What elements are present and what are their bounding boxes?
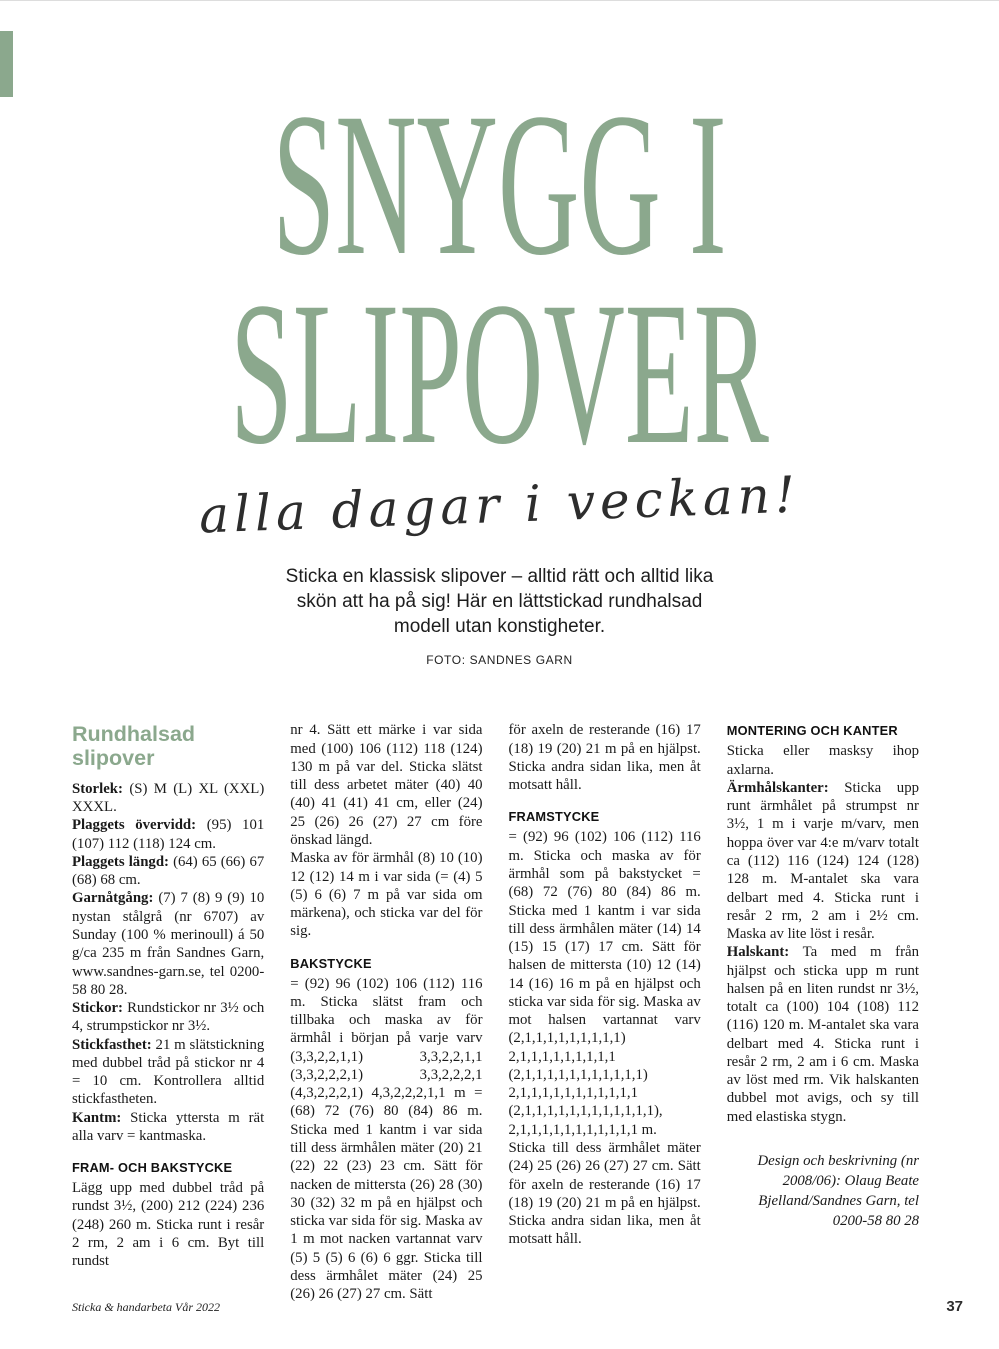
page-corner-accent xyxy=(0,31,13,97)
spec-stickfasthet xyxy=(72,1036,264,1109)
pattern-column-2 xyxy=(290,721,482,1303)
spec-label: Plaggets längd: xyxy=(72,853,169,870)
page-number: 37 xyxy=(946,1298,963,1315)
title-line-1: SNYGG I xyxy=(272,71,727,298)
subhead-framstycke: FRAMSTYCKE xyxy=(508,809,600,825)
spec-stickor xyxy=(72,999,264,1036)
pattern-column-4 xyxy=(727,721,919,1303)
design-credit: Design och beskrivning (nr 2008/06): Olaug Beate Bjelland/Sandnes Garn, tel 0200-58 80 28 xyxy=(757,1153,919,1229)
finishing-armhalskanter xyxy=(727,779,919,943)
spec-storlek xyxy=(72,780,264,817)
finishing-halskant xyxy=(727,943,919,1126)
subhead-montering-och-kanter: MONTERING OCH KANTER xyxy=(726,723,898,739)
article-title xyxy=(0,71,999,487)
front-back-paragraph: Lägg upp med dubbel tråd på rundst 3½, (200) 212 (224) 236 (248) 260 m. Sticka runt i resår 2 rm, 2 am i 6 cm. Byt till rundst xyxy=(72,1180,265,1270)
pattern-columns xyxy=(72,721,919,1303)
pattern-column-1 xyxy=(72,721,264,1303)
finishing-paragraph: Sticka eller masksy ihop axlarna. xyxy=(726,743,919,778)
spec-label: Plaggets övervidd: xyxy=(72,817,197,834)
spec-garnatgang xyxy=(72,889,264,999)
spec-overvidd xyxy=(72,816,264,853)
subhead-bakstycke: BAKSTYCKE xyxy=(290,955,372,971)
finishing-text: Sticka upp runt ärmhålet på strumpst nr 3½, 1 m i varje m/varv, men hoppa över var 4:e m/varv totalt ca (112) 116 (124) 124 (128) 128 m. M-antalet ska vara delbart med 4. Sticka runt i resår 2 rm, 2 am i 2½ cm. Maska av lite löst i resår. xyxy=(726,779,919,943)
spec-label: Kantm: xyxy=(72,1109,122,1126)
pattern-column-3 xyxy=(509,721,701,1303)
intro-paragraph: Sticka en klassisk slipover – alltid rätt och alltid lika skön att ha på sig! Här en lättstickad rundhalsad modell utan konstigheter. xyxy=(285,566,714,638)
front-paragraph: Sticka till dess ärmhålet mäter (24) 25 (26) 26 (27) 27 cm. Sätt för axeln de resterande (16) 17 (18) 19 (20) 21 m på en hjälpst. Sticka andra sidan lika, men åt motsatt håll. xyxy=(508,1140,701,1248)
back-paragraph: = (92) 96 (102) 106 (112) 116 m. Sticka slätst fram och tillbaka och maska av för ärmhål i början på varje varv (3,3,2,2,1,1) 3,3,2,2,1,1 (3,3,2,2,2,1) 3,3,2,2,2,1 (4,3,2,2,2,1) 4,3,2,2,2,1,1 m = (68) 72 (76) 80 (84) 86 m. Sticka med 1 kantm i var sida till dess ärmhålen mäter (20) 21 (22) 22 (23) 23 cm. Sätt för nacken de mittersta (26) 28 (30) 30 (32) 32 m på en hjälpst och sticka var sida för sig. Maska av 1 m mot nacken vartannat varv (5) 5 (5) 6 (6) 6 ggr. Sticka till dess ärmhålet mäter (24) 25 (26) 26 (27) 27 cm. Sätt xyxy=(290,975,483,1303)
finishing-label: Ärmhålskanter: xyxy=(726,779,829,796)
back-paragraph: för axeln de resterande (16) 17 (18) 19 (20) 21 m på en hjälpst. Sticka andra sidan lika, men åt motsatt håll. xyxy=(508,722,701,794)
spec-value: (7) 7 (8) 9 (9) 10 nystan stålgrå (nr 6707) av Sunday (100 % merinoull) á 50 g/ca 235 m från Sandnes Garn, www.sandnes-garn.se, tel 0200-58 80 28. xyxy=(72,890,265,998)
photo-credit: FOTO: SANDNES GARN xyxy=(426,653,573,668)
finishing-text: Ta med m från hjälpst och sticka upp m runt halsen på en liten rundst nr 3½, totalt ca (100) 104 (108) 112 (116) 120 m. M-antalet ska vara delbart med 4. Sticka runt i resår 2 rm, 2 am i 6 cm. Maska av löst med rm. Vik halskanten dubbel mot avigs, och sy till med elastiska stygn. xyxy=(726,944,919,1125)
title-line-2: SLIPOVER xyxy=(230,259,769,487)
front-paragraph: = (92) 96 (102) 106 (112) 116 m. Sticka och maska av för ärmhål som på bakstycket = (68) 72 (76) 80 (84) 86 m. Sticka med 1 kantm i var sida till dess ärmhålen mäter (14) 14 (15) 15 (17) 17 cm. Sätt för halsen de mittersta (10) 12 (14) 14 (16) 16 m på en hjälpst och sticka var sida för sig. Maska av mot halsen vartannat varv (2,1,1,1,1,1,1,1,1,1) 2,1,1,1,1,1,1,1,1,1 (2,1,1,1,1,1,1,1,1,1,1,1) 2,1,1,1,1,1,1,1,1,1,1,1 (2,1,1,1,1,1,1,1,1,1,1,1,1), 2,1,1,1,1,1,1,1,1,1,1,1 m. xyxy=(508,829,701,1138)
spec-label: Storlek: xyxy=(72,780,123,797)
subhead-fram-och-bakstycke: FRAM- OCH BAKSTYCKE xyxy=(72,1160,233,1176)
spec-value: Sticka yttersta m rät alla varv = kantmaska. xyxy=(72,1109,265,1144)
spec-label: Stickfasthet: xyxy=(72,1036,152,1053)
spec-value: (S) M (L) XL (XXL) XXXL. xyxy=(72,780,265,816)
spec-value: (95) 101 (107) 112 (118) 124 cm. xyxy=(72,817,265,852)
tagline-script: alla dagar i veckan! xyxy=(198,465,801,545)
magazine-name: Sticka & handarbeta Vår 2022 xyxy=(72,1300,220,1314)
pattern-heading: Rundhalsad slipover xyxy=(72,722,196,770)
spec-kantm xyxy=(72,1109,264,1146)
front-back-paragraph: nr 4. Sätt ett märke i var sida med (100) 106 (112) 118 (124) 130 m på var del. Sticka slätst till dess arbetet mäter (40) 40 (40) 41 (41) 41 cm, eller (24) 25 (26) 26 (27) 27 cm före önskad längd. xyxy=(290,722,483,849)
spec-value: (64) 65 (66) 67 (68) 68 cm. xyxy=(72,853,265,889)
front-back-paragraph: Maska av för ärmhål (8) 10 (10) 12 (12) 14 m i var sida (= (4) 5 (5) 6 (6) 7 m på var sida om märkena), och sticka var del för sig. xyxy=(290,850,483,940)
hero-section xyxy=(0,1,999,667)
finishing-label: Halskant: xyxy=(726,944,790,961)
spec-value: 21 m slätstickning med dubbel tråd på stickor nr 4 = 10 cm. Kontrollera alltid stickfastheten. xyxy=(72,1036,265,1108)
spec-label: Stickor: xyxy=(72,1000,123,1017)
spec-label: Garnåtgång: xyxy=(72,890,154,907)
spec-langd xyxy=(72,853,264,890)
spec-value: Rundstickor nr 3½ och 4, strumpstickor nr 3½. xyxy=(72,1000,265,1035)
page-footer xyxy=(72,1298,963,1315)
